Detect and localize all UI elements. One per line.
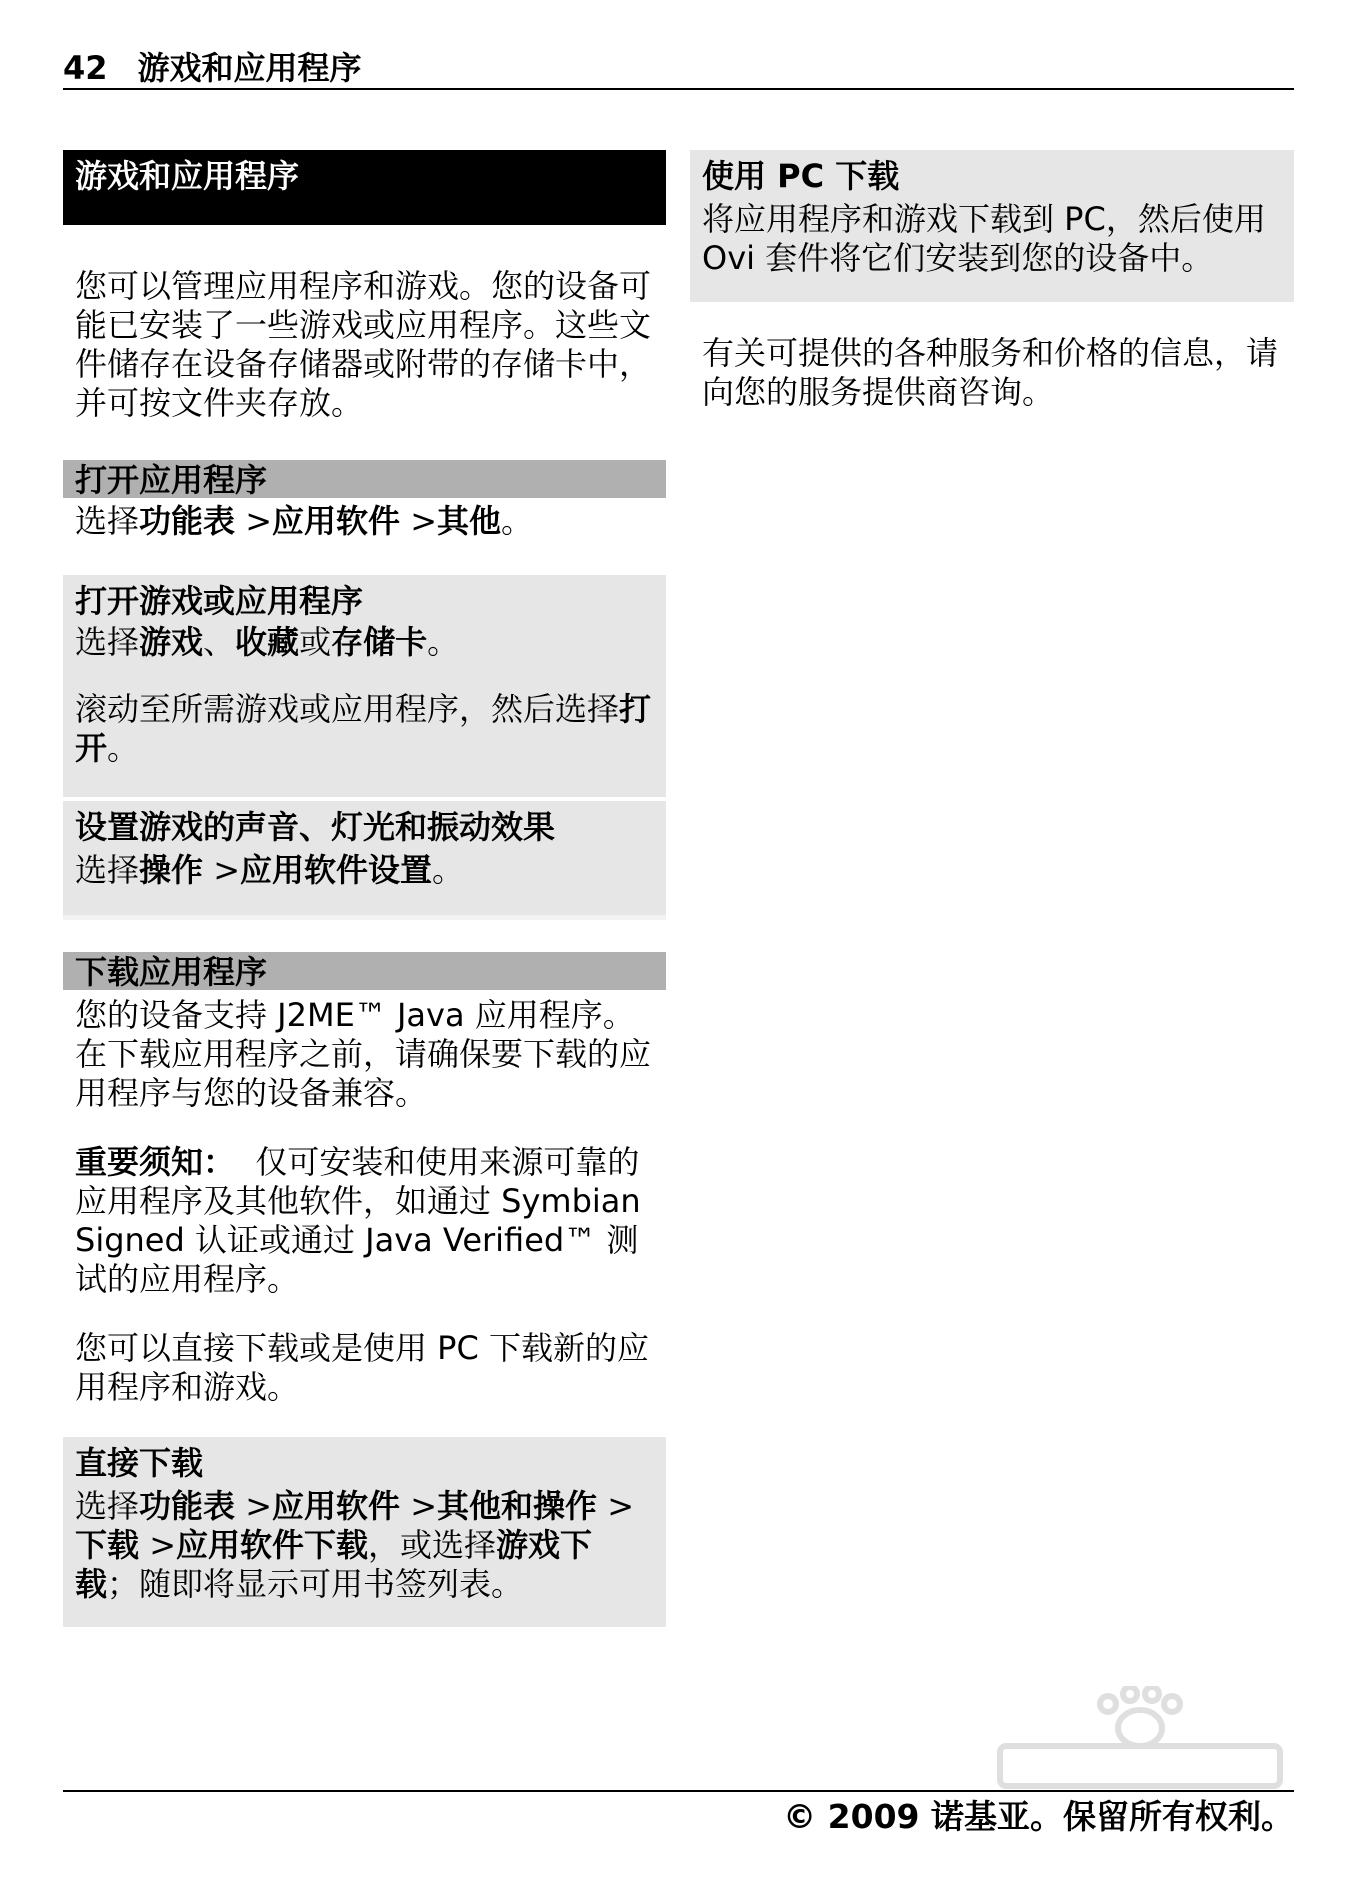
intro-paragraph: 您可以管理应用程序和游戏。您的设备可能已安装了一些游戏或应用程序。这些文件储存在设备存储器或附带的存储卡中，并可按文件夹存放。	[75, 267, 652, 422]
chapter-title: 游戏和应用程序	[137, 49, 362, 87]
right-column	[690, 150, 1294, 412]
baidu-jingyan-watermark-icon	[990, 1686, 1290, 1796]
open-app-heading: 打开应用程序	[63, 460, 666, 498]
download-heading: 下载应用程序	[63, 952, 666, 990]
pc-download-heading: 使用 PC 下载	[702, 157, 900, 195]
open-app-instruction: 选择功能表 >应用软件 >其他。	[75, 502, 534, 540]
important-label: 重要须知：	[75, 1143, 236, 1181]
left-column	[63, 150, 666, 1627]
settings-heading: 设置游戏的声音、灯光和振动效果	[75, 808, 556, 846]
footer-rule	[63, 1790, 1294, 1792]
direct-download-heading: 直接下载	[75, 1444, 204, 1482]
open-game-instruction: 选择游戏、收藏或存储卡。	[75, 623, 460, 661]
pc-download-text: 将应用程序和游戏下载到 PC，然后使用 Ovi 套件将它们安装到您的设备中。	[702, 200, 1266, 277]
page-number: 42	[63, 49, 108, 87]
scroll-instruction: 滚动至所需游戏或应用程序，然后选择打开。	[75, 690, 652, 767]
pc-download-box	[690, 150, 1294, 302]
settings-instruction: 选择操作 >应用软件设置。	[75, 851, 465, 889]
copyright-footer: © 2009 诺基亚。保留所有权利。	[783, 1797, 1294, 1836]
service-info-paragraph: 有关可提供的各种服务和价格的信息，请向您的服务提供商咨询。	[702, 334, 1279, 411]
open-game-box	[63, 575, 666, 797]
direct-download-instruction: 选择功能表 >应用软件 >其他和操作 >下载 >应用软件下载，或选择游戏下载；随即将显示可用书签列表。	[75, 1487, 635, 1603]
section-main-title: 游戏和应用程序	[63, 150, 666, 225]
page-header	[63, 48, 1294, 90]
download-options-paragraph: 您可以直接下载或是使用 PC 下载新的应用程序和游戏。	[75, 1329, 649, 1406]
open-game-heading: 打开游戏或应用程序	[75, 582, 364, 620]
settings-box	[63, 801, 666, 915]
download-paragraph: 您的设备支持 J2ME™ Java 应用程序。在下载应用程序之前，请确保要下载的应用程序与您的设备兼容。	[75, 996, 652, 1112]
important-notice: 重要须知： 仅可安装和使用来源可靠的应用程序及其他软件，如通过 Symbian Signed 认证或通过 Java Verified™ 测试的应用程序。	[75, 1143, 641, 1298]
direct-download-box	[63, 1437, 666, 1627]
